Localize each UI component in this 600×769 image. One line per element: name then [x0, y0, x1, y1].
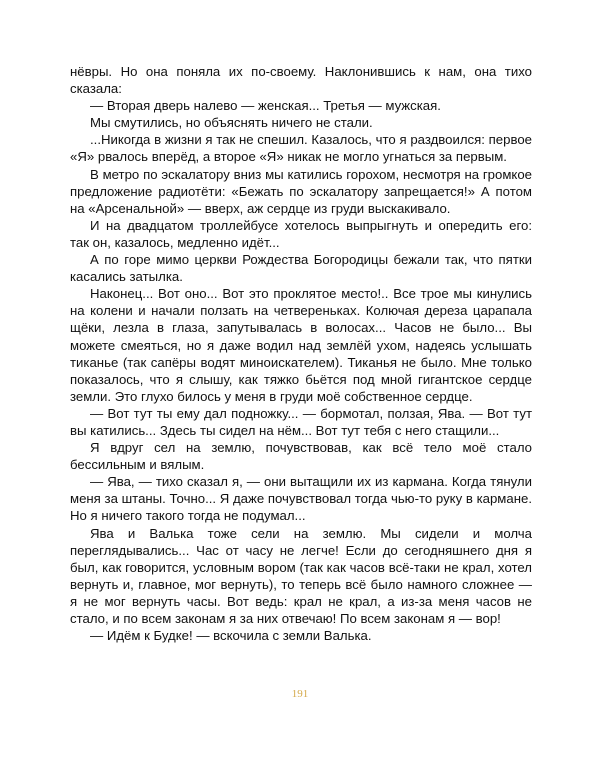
- paragraph: нёвры. Но она поняла их по-своему. Наклонившись к нам, она тихо сказала:: [70, 64, 532, 97]
- paragraph: — Вот тут ты ему дал подножку... — бормотал, ползая, Ява. — Вот тут вы катились... Здесь ты сидел на нём... Вот тут тебя с него стащили...: [70, 405, 532, 438]
- paragraph: Мы смутились, но объяснять ничего не стали.: [90, 115, 373, 131]
- paragraph: В метро по эскалатору вниз мы катились горохом, несмотря на громкое предложение радиотёти: «Бежать по эскалатору запрещается!» А потом на «Арсенальной» — вверх, аж сердце из груди выскакивало.: [70, 166, 532, 216]
- paragraph: — Вторая дверь налево — женская... Третья — мужская.: [90, 98, 441, 114]
- paragraph: ...Никогда в жизни я так не спешил. Казалось, что я раздвоился: первое «Я» рвалось вперёд, а второе «Я» никак не могло угнаться за первым.: [70, 132, 532, 165]
- paragraph: А по горе мимо церкви Рождества Богородицы бежали так, что пятки касались затылка.: [70, 252, 532, 285]
- page-number: 191: [291, 688, 309, 700]
- paragraph: Наконец... Вот оно... Вот это проклятое место!.. Все трое мы кинулись на колени и начали ползать на четвереньках. Колючая дереза царапала щёки, лезла в глаза, запутывалась в волосах... Часов не было... Вы можете смеяться, но я даже водил над землёй ухом, надеясь услышать тиканье (так сапёры водят миноискателем). Тиканья не было. Мне только показалось, что я слышу, как тяжко бьётся под мной гигантское сердце земли. Это глухо билось у меня в груди моё собственное сердце.: [70, 286, 532, 404]
- paragraph: Ява и Валька тоже сели на землю. Мы сидели и молча переглядывались... Час от часу не легче! Если до сегодняшнего дня я был, как говорится, условным вором (так как часов всё-таки не крал, хотел вернуть и, главное, мог вернуть), то теперь всё было намного сложнее — я не мог вернуть часы. Вот ведь: крал не крал, а из-за меня часов не стало, и по всем законам я за них отвечаю! По всем законам я — вор!: [70, 525, 532, 626]
- paragraph: И на двадцатом троллейбусе хотелось выпрыгнуть и опередить его: так он, казалось, медленно идёт...: [70, 217, 532, 250]
- paragraph: — Идём к Будке! — вскочила с земли Валька.: [90, 628, 372, 644]
- page-text: [70, 63, 532, 644]
- paragraph: Я вдруг сел на землю, почувствовав, как всё тело моё стало бессильным и вялым.: [70, 440, 532, 473]
- paragraph: — Ява, — тихо сказал я, — они вытащили их из кармана. Когда тянули меня за штаны. Точно... Я даже почувствовал тогда чью-то руку в кармане. Но я ничего такого тогда не подумал...: [70, 474, 532, 524]
